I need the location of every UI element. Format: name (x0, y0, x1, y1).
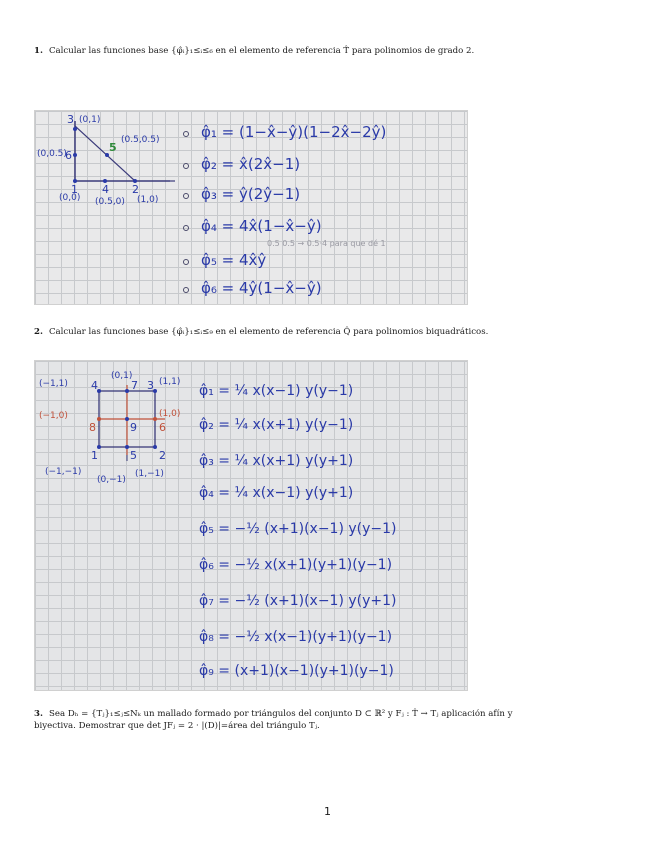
question-text: Calcular las funciones base {φ̂ᵢ}₁≤ᵢ≤₆ en el elemento de referencia T̂ para polinomios de grado 2. (48, 46, 475, 56)
vertex-label: (0,1) (79, 115, 101, 125)
node-number: 5 (130, 449, 137, 462)
basis-formula: φ̂₂ = ¼ x(x+1) y(y−1) (199, 417, 354, 433)
vertex-label: (0,0.5) (37, 149, 67, 159)
basis-formula: φ̂₃ = ¼ x(x+1) y(y+1) (199, 453, 354, 469)
basis-formula: φ̂₃ = ŷ(2ŷ−1) (201, 185, 301, 203)
basis-formula: φ̂₆ = 4ŷ(1−x̂−ŷ) (201, 279, 322, 297)
bullet-icon (183, 225, 189, 231)
basis-formula: φ̂₂ = x̂(2x̂−1) (201, 155, 301, 173)
basis-formula: φ̂₅ = 4x̂ŷ (201, 251, 267, 269)
corner-label: (−1,−1) (45, 467, 82, 477)
node-number: 3 (147, 379, 154, 392)
question-1 (34, 45, 474, 57)
node-number: 7 (131, 379, 138, 392)
page-number: 1 (324, 805, 331, 818)
vertex-label: (1,0) (137, 195, 159, 205)
question-text: Sea Dₕ = {Tⱼ}₁≤ⱼ≤Nₖ un mallado formado por triángulos del conjunto D ⊂ ℝ² y Fⱼ : T̂ → Tⱼ aplicación afín y biyectiva. Demostrar que det JFⱼ = 2 · |(D)|=área del triángulo Tⱼ. (34, 709, 513, 731)
node-number: 1 (91, 449, 98, 462)
corner-label: (1,1) (159, 377, 181, 387)
corner-label: (0,−1) (97, 475, 126, 485)
bullet-icon (183, 287, 189, 293)
corner-label: (0,1) (111, 371, 133, 381)
basis-formula: φ̂₄ = ¼ x(x−1) y(y+1) (199, 485, 354, 501)
question-3 (34, 708, 514, 732)
node-number: 6 (159, 421, 166, 434)
node-number: 6 (65, 149, 72, 162)
vertex-label: (0.5,0) (95, 197, 125, 207)
node-number: 1 (71, 183, 78, 196)
corner-label: (−1,1) (39, 379, 68, 389)
basis-formula: φ̂₄ = 4x̂(1−x̂−ŷ) (201, 217, 322, 235)
node-number: 2 (132, 183, 139, 196)
node-number: 8 (89, 421, 96, 434)
basis-formula: φ̂₆ = −½ x(x+1)(y+1)(y−1) (199, 557, 393, 573)
corner-label: (−1,0) (39, 411, 68, 421)
basis-formula: φ̂₁ = (1−x̂−ŷ)(1−2x̂−2ŷ) (201, 123, 387, 141)
corner-label: (1,0) (159, 409, 181, 419)
node-number: 4 (91, 379, 98, 392)
question-number: 3. (34, 709, 43, 719)
handwritten-photo-triangle (34, 110, 468, 305)
question-number: 2. (34, 327, 43, 337)
question-text: Calcular las funciones base {φ̂ᵢ}₁≤ᵢ≤₉ en el elemento de referencia Q̂ para polinomios biquadráticos. (48, 327, 489, 337)
pencil-note: 0.5 0.5 → 0.5·4 para que dé 1 (267, 239, 386, 248)
bullet-icon (183, 163, 189, 169)
bullet-icon (183, 193, 189, 199)
node-number: 4 (102, 183, 109, 196)
node-number: 9 (130, 421, 137, 434)
node-number: 5 (109, 141, 117, 154)
basis-formula: φ̂₈ = −½ x(x−1)(y+1)(y−1) (199, 629, 393, 645)
basis-formula: φ̂₉ = (x+1)(x−1)(y+1)(y−1) (199, 663, 394, 679)
corner-label: (1,−1) (135, 469, 164, 479)
basis-formula: φ̂₁ = ¼ x(x−1) y(y−1) (199, 383, 354, 399)
basis-formula: φ̂₇ = −½ (x+1)(x−1) y(y+1) (199, 593, 397, 609)
bullet-icon (183, 131, 189, 137)
question-number: 1. (34, 46, 43, 56)
node-number: 2 (159, 449, 166, 462)
bullet-icon (183, 259, 189, 265)
vertex-label: (0.5,0.5) (121, 135, 160, 145)
question-2 (34, 326, 488, 338)
node-number: 3 (67, 113, 74, 126)
handwritten-photo-square (34, 360, 468, 691)
vertex-label: (0,0) (59, 193, 81, 203)
basis-formula: φ̂₅ = −½ (x+1)(x−1) y(y−1) (199, 521, 397, 537)
